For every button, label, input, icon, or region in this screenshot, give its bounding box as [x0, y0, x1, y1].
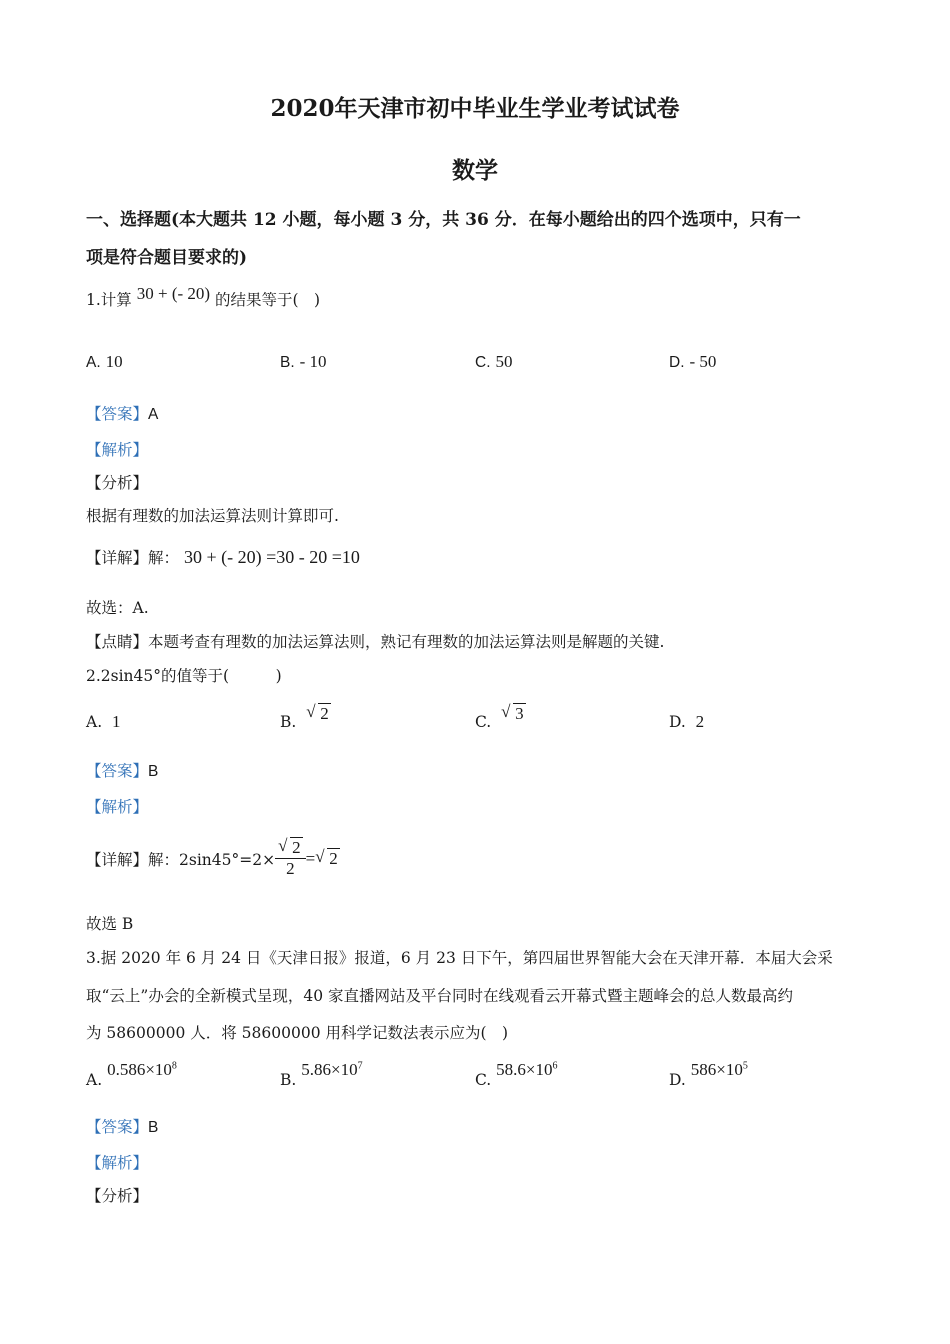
q3-option-d: D. $586\times 10^5$ [669, 1060, 748, 1089]
section-heading-line1: 一、选择题(本大题共 12 小题，每小题 3 分，共 36 分．在每小题给出的四个选项中，只有一 [86, 210, 801, 230]
q1-choose: 故选：A. [86, 599, 149, 617]
q1-fenxi-text: 根据有理数的加法运算法则计算即可. [86, 507, 339, 525]
q2-answer: 【答案】B [86, 762, 159, 780]
q3-fenxi-label: 【分析】 [86, 1187, 149, 1205]
q2-detail: 【详解】 解：2sin45°=2× √ $\frac{2}{2}$ = √ 2 [86, 838, 340, 879]
q2-analysis-label: 【解析】 [86, 798, 149, 816]
q3-stem-line3: 为 58600000 人．将 58600000 用科学记数法表示应为( ) [86, 1024, 509, 1042]
q1-expression: 30 + (- 20) [136, 284, 211, 303]
q2-option-b: B. √ 2 [280, 712, 331, 732]
q1-answer: 【答案】A [86, 405, 159, 423]
q3-stem-line1: 3.据 2020 年 6 月 24 日《天津日报》报道，6 月 23 日下午，第四届世界智能大会在天津开幕．本届大会采 [86, 949, 833, 967]
q2-option-c: C. √ 3 [475, 712, 526, 732]
q1-analysis-label: 【解析】 [86, 441, 149, 459]
q2-choose: 故选 B [86, 915, 134, 933]
q1-option-a: A. 10 [86, 352, 123, 371]
q3-answer: 【答案】B [86, 1118, 159, 1136]
q2-stem: 2.2sin45°的值等于( ) [86, 667, 282, 685]
q1-dianjing: 【点睛】本题考查有理数的加法运算法则，熟记有理数的加法运算法则是解题的关键. [86, 633, 665, 651]
q3-analysis-label: 【解析】 [86, 1154, 149, 1172]
q3-option-b: B. $5.86\times 10^7$ [280, 1060, 363, 1089]
q1-option-c: C. 50 [475, 352, 513, 371]
q1-detail: 【详解】解： 30 + (- 20) =30 - 20 =10 [86, 547, 360, 567]
q3-option-c: C. $58.6\times 10^6$ [475, 1060, 558, 1089]
q1-stem: 1.计算 30 + (- 20) 的结果等于( ) [86, 284, 321, 309]
document-title: 2020年天津市初中毕业生学业考试试卷 [270, 95, 680, 122]
subject-title: 数学 [452, 157, 498, 184]
q1-option-d: D. - 50 [669, 352, 717, 371]
q1-fenxi-label: 【分析】 [86, 474, 149, 492]
q2-option-a: A. 1 [86, 712, 121, 731]
q3-option-a: A. $0.586\times 10^8$ [86, 1060, 177, 1089]
q1-option-b: B. - 10 [280, 352, 327, 371]
q3-stem-line2: 取“云上”办会的全新模式呈现，40 家直播网站及平台同时在线观看云开幕式暨主题峰会的总人数最高约 [86, 987, 794, 1005]
section-heading-line2: 项是符合题目要求的) [86, 248, 248, 268]
q2-fraction: √ $\frac{2}{2}$ [275, 838, 306, 879]
q1-detail-expression: 30 + (- 20) =30 - 20 =10 [183, 547, 360, 567]
q2-option-d: D. 2 [669, 712, 705, 731]
